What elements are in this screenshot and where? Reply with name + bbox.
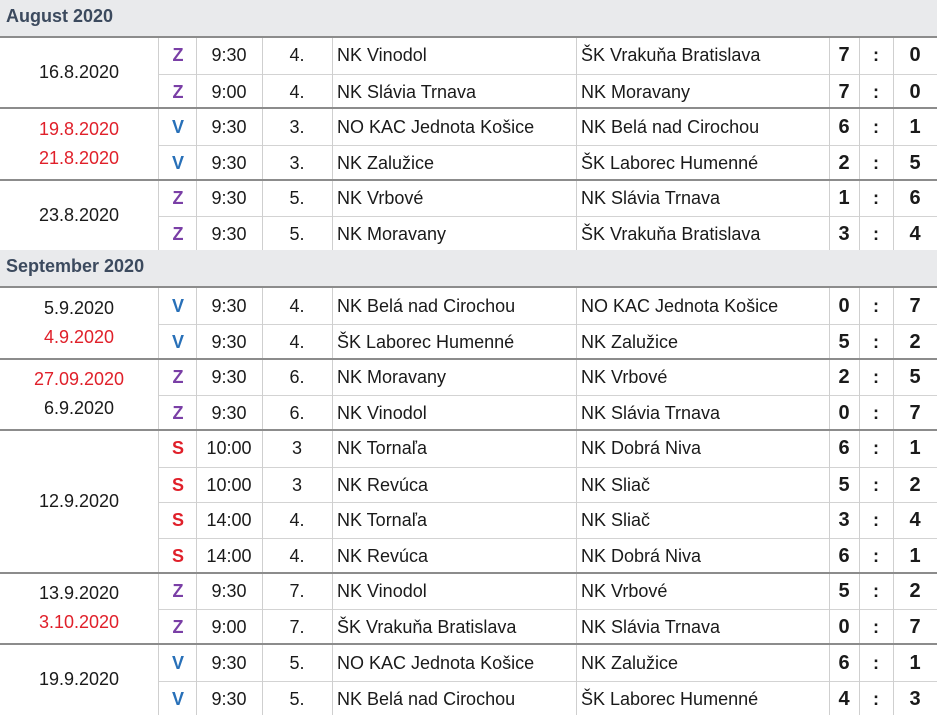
kickoff-time: 9:30 — [211, 224, 247, 245]
kickoff-time: 9:30 — [211, 188, 247, 209]
away-score: 6 — [909, 187, 921, 210]
score-separator: : — [873, 581, 879, 602]
match-type: S — [171, 510, 184, 531]
away-score: 7 — [909, 616, 921, 639]
home-score: 6 — [838, 115, 850, 138]
column-divider — [576, 431, 577, 572]
away-score: 0 — [909, 80, 921, 103]
column-divider — [576, 360, 577, 429]
round-number: 7. — [289, 581, 305, 602]
match-date: 12.9.2020 — [38, 490, 120, 511]
column-divider — [893, 645, 894, 714]
column-divider — [576, 109, 577, 178]
home-team: ŠK Vrakuňa Bratislava — [337, 617, 517, 638]
date-group — [0, 643, 937, 714]
round-number: 7. — [289, 617, 305, 638]
match-dates — [0, 288, 158, 357]
round-number: 5. — [289, 224, 305, 245]
score-separator: : — [873, 366, 879, 387]
away-score: 0 — [909, 44, 921, 67]
column-divider — [158, 181, 159, 250]
away-score: 7 — [909, 294, 921, 317]
column-divider — [332, 288, 333, 357]
score-separator: : — [873, 188, 879, 209]
column-divider — [196, 645, 197, 714]
home-score: 6 — [838, 544, 850, 567]
match-row — [158, 431, 937, 467]
match-row — [158, 574, 937, 610]
kickoff-time: 9:30 — [211, 652, 247, 673]
match-dates — [0, 431, 158, 572]
match-date: 3.10.2020 — [38, 612, 120, 633]
home-team: NK Belá nad Cirochou — [337, 295, 516, 316]
column-divider — [332, 645, 333, 714]
score-separator: : — [873, 652, 879, 673]
home-score: 3 — [838, 509, 850, 532]
column-divider — [893, 431, 894, 572]
match-row — [158, 324, 937, 360]
away-team: ŠK Vrakuňa Bratislava — [581, 224, 761, 245]
column-divider — [859, 181, 860, 250]
round-number: 4. — [289, 81, 305, 102]
home-score: 4 — [838, 687, 850, 710]
match-dates — [0, 181, 158, 250]
home-team: NK Zalužice — [337, 152, 435, 173]
home-score: 0 — [838, 294, 850, 317]
home-score: 0 — [838, 402, 850, 425]
match-type: Z — [172, 403, 184, 424]
round-number: 4. — [289, 45, 305, 66]
away-team: NK Slávia Trnava — [581, 188, 721, 209]
home-score: 5 — [838, 473, 850, 496]
home-score: 6 — [838, 437, 850, 460]
home-score: 3 — [838, 223, 850, 246]
kickoff-time: 9:30 — [211, 331, 247, 352]
away-team: NK Slávia Trnava — [581, 403, 721, 424]
column-divider — [158, 645, 159, 714]
match-type: V — [171, 331, 184, 352]
round-number: 5. — [289, 652, 305, 673]
month-title: September 2020 — [6, 256, 145, 277]
column-divider — [859, 288, 860, 357]
match-dates — [0, 38, 158, 107]
round-number: 3 — [291, 474, 302, 495]
away-score: 5 — [909, 365, 921, 388]
away-team: NK Slávia Trnava — [581, 617, 721, 638]
column-divider — [576, 574, 577, 643]
column-divider — [576, 181, 577, 250]
column-divider — [262, 109, 263, 178]
score-separator: : — [873, 510, 879, 531]
column-divider — [262, 431, 263, 572]
round-number: 3. — [289, 152, 305, 173]
column-divider — [262, 360, 263, 429]
away-score: 5 — [909, 151, 921, 174]
kickoff-time: 9:30 — [211, 116, 247, 137]
column-divider — [196, 109, 197, 178]
away-team: NK Zalužice — [581, 652, 679, 673]
away-score: 1 — [909, 115, 921, 138]
away-team: NK Sliač — [581, 510, 651, 531]
kickoff-time: 9:30 — [211, 152, 247, 173]
score-separator: : — [873, 617, 879, 638]
score-separator: : — [873, 45, 879, 66]
match-row — [158, 645, 937, 681]
column-divider — [576, 288, 577, 357]
column-divider — [196, 360, 197, 429]
match-row — [158, 288, 937, 324]
match-dates — [0, 360, 158, 429]
date-group — [0, 286, 937, 357]
match-type: V — [171, 152, 184, 173]
match-date: 5.9.2020 — [43, 297, 115, 318]
column-divider — [859, 109, 860, 178]
column-divider — [196, 38, 197, 107]
kickoff-time: 9:00 — [211, 617, 247, 638]
round-number: 4. — [289, 545, 305, 566]
match-date: 13.9.2020 — [38, 583, 120, 604]
column-divider — [196, 431, 197, 572]
column-divider — [332, 181, 333, 250]
month-header — [0, 250, 937, 286]
column-divider — [893, 574, 894, 643]
round-number: 6. — [289, 403, 305, 424]
home-team: NK Moravany — [337, 224, 447, 245]
score-separator: : — [873, 688, 879, 709]
column-divider — [332, 38, 333, 107]
column-divider — [829, 181, 830, 250]
match-row — [158, 216, 937, 252]
match-dates — [0, 574, 158, 643]
kickoff-time: 9:30 — [211, 366, 247, 387]
home-score: 1 — [838, 187, 850, 210]
match-type: Z — [172, 188, 184, 209]
away-team: NK Moravany — [581, 81, 691, 102]
column-divider — [859, 574, 860, 643]
score-separator: : — [873, 545, 879, 566]
score-separator: : — [873, 81, 879, 102]
home-score: 5 — [838, 330, 850, 353]
column-divider — [158, 38, 159, 107]
kickoff-time: 9:00 — [211, 81, 247, 102]
column-divider — [859, 38, 860, 107]
away-score: 1 — [909, 651, 921, 674]
date-group — [0, 179, 937, 250]
kickoff-time: 9:30 — [211, 688, 247, 709]
kickoff-time: 10:00 — [206, 474, 252, 495]
home-team: NK Vinodol — [337, 581, 427, 602]
home-team: NK Slávia Trnava — [337, 81, 477, 102]
away-team: NK Dobrá Niva — [581, 438, 702, 459]
home-team: NK Moravany — [337, 366, 447, 387]
home-team: NK Vinodol — [337, 403, 427, 424]
match-row — [158, 145, 937, 181]
round-number: 4. — [289, 510, 305, 531]
month-title: August 2020 — [6, 6, 114, 26]
date-group — [0, 36, 937, 107]
column-divider — [859, 645, 860, 714]
round-number: 4. — [289, 295, 305, 316]
date-group — [0, 107, 937, 178]
match-row — [158, 360, 937, 396]
column-divider — [262, 574, 263, 643]
away-team: ŠK Vrakuňa Bratislava — [581, 45, 761, 66]
match-type: V — [171, 688, 184, 709]
kickoff-time: 9:30 — [211, 403, 247, 424]
match-row — [158, 74, 937, 110]
home-team: NK Vinodol — [337, 45, 427, 66]
round-number: 4. — [289, 331, 305, 352]
away-score: 2 — [909, 580, 921, 603]
kickoff-time: 9:30 — [211, 45, 247, 66]
column-divider — [829, 360, 830, 429]
match-date: 27.09.2020 — [33, 369, 125, 390]
away-team: NK Zalužice — [581, 331, 679, 352]
column-divider — [332, 360, 333, 429]
away-team: NK Belá nad Cirochou — [581, 116, 760, 137]
match-date: 19.9.2020 — [38, 669, 120, 690]
column-divider — [332, 431, 333, 572]
home-team: NK Belá nad Cirochou — [337, 688, 516, 709]
home-team: NK Revúca — [337, 545, 429, 566]
kickoff-time: 10:00 — [206, 438, 252, 459]
column-divider — [829, 288, 830, 357]
match-date: 16.8.2020 — [38, 62, 120, 83]
column-divider — [262, 288, 263, 357]
match-row — [158, 109, 937, 145]
match-row — [158, 181, 937, 217]
match-row — [158, 467, 937, 503]
column-divider — [332, 574, 333, 643]
away-score: 3 — [909, 687, 921, 710]
round-number: 6. — [289, 366, 305, 387]
match-type: Z — [172, 224, 184, 245]
month-header — [0, 0, 937, 36]
round-number: 3 — [291, 438, 302, 459]
score-separator: : — [873, 474, 879, 495]
home-team: NK Revúca — [337, 474, 429, 495]
column-divider — [262, 38, 263, 107]
match-row — [158, 395, 937, 431]
match-date: 19.8.2020 — [38, 119, 120, 140]
column-divider — [893, 181, 894, 250]
away-score: 2 — [909, 473, 921, 496]
match-type: S — [171, 545, 184, 566]
match-type: V — [171, 116, 184, 137]
home-team: NK Tornaľa — [337, 510, 427, 531]
match-type: Z — [172, 366, 184, 387]
score-separator: : — [873, 403, 879, 424]
home-score: 6 — [838, 651, 850, 674]
column-divider — [576, 38, 577, 107]
match-type: Z — [172, 45, 184, 66]
score-separator: : — [873, 331, 879, 352]
match-row — [158, 502, 937, 538]
column-divider — [829, 109, 830, 178]
column-divider — [332, 109, 333, 178]
score-separator: : — [873, 438, 879, 459]
home-score: 0 — [838, 616, 850, 639]
column-divider — [196, 574, 197, 643]
away-score: 4 — [909, 223, 921, 246]
column-divider — [893, 38, 894, 107]
away-score: 4 — [909, 509, 921, 532]
match-row — [158, 681, 937, 717]
column-divider — [893, 360, 894, 429]
match-type: S — [171, 438, 184, 459]
match-row — [158, 609, 937, 645]
kickoff-time: 14:00 — [206, 510, 252, 531]
match-row — [158, 538, 937, 574]
match-date: 21.8.2020 — [38, 148, 120, 169]
date-group — [0, 358, 937, 429]
date-group — [0, 429, 937, 572]
home-score: 2 — [838, 365, 850, 388]
match-date: 6.9.2020 — [43, 398, 115, 419]
match-type: V — [171, 652, 184, 673]
home-team: NO KAC Jednota Košice — [337, 116, 535, 137]
kickoff-time: 9:30 — [211, 295, 247, 316]
column-divider — [859, 431, 860, 572]
match-dates — [0, 109, 158, 178]
away-score: 2 — [909, 330, 921, 353]
score-separator: : — [873, 295, 879, 316]
column-divider — [158, 288, 159, 357]
match-date: 23.8.2020 — [38, 204, 120, 225]
column-divider — [196, 181, 197, 250]
column-divider — [158, 574, 159, 643]
away-team: NK Sliač — [581, 474, 651, 495]
match-type: Z — [172, 81, 184, 102]
column-divider — [829, 431, 830, 572]
match-dates — [0, 645, 158, 714]
score-separator: : — [873, 224, 879, 245]
column-divider — [893, 109, 894, 178]
score-separator: : — [873, 116, 879, 137]
score-separator: : — [873, 152, 879, 173]
column-divider — [196, 288, 197, 357]
column-divider — [829, 38, 830, 107]
match-type: S — [171, 474, 184, 495]
round-number: 5. — [289, 188, 305, 209]
home-score: 5 — [838, 580, 850, 603]
match-type: Z — [172, 617, 184, 638]
column-divider — [158, 360, 159, 429]
column-divider — [829, 645, 830, 714]
column-divider — [829, 574, 830, 643]
home-team: ŠK Laborec Humenné — [337, 331, 515, 352]
home-score: 7 — [838, 44, 850, 67]
away-team: NO KAC Jednota Košice — [581, 295, 779, 316]
match-type: V — [171, 295, 184, 316]
away-team: ŠK Laborec Humenné — [581, 152, 759, 173]
column-divider — [158, 431, 159, 572]
home-score: 7 — [838, 80, 850, 103]
away-team: NK Vrbové — [581, 581, 668, 602]
column-divider — [158, 109, 159, 178]
column-divider — [893, 288, 894, 357]
home-team: NO KAC Jednota Košice — [337, 652, 535, 673]
column-divider — [262, 645, 263, 714]
away-team: ŠK Laborec Humenné — [581, 688, 759, 709]
column-divider — [576, 645, 577, 714]
date-group — [0, 572, 937, 643]
away-team: NK Vrbové — [581, 366, 668, 387]
kickoff-time: 9:30 — [211, 581, 247, 602]
column-divider — [859, 360, 860, 429]
away-team: NK Dobrá Niva — [581, 545, 702, 566]
kickoff-time: 14:00 — [206, 545, 252, 566]
home-team: NK Vrbové — [337, 188, 424, 209]
home-score: 2 — [838, 151, 850, 174]
match-date: 4.9.2020 — [43, 326, 115, 347]
match-row — [158, 38, 937, 74]
round-number: 3. — [289, 116, 305, 137]
match-type: Z — [172, 581, 184, 602]
away-score: 7 — [909, 402, 921, 425]
round-number: 5. — [289, 688, 305, 709]
away-score: 1 — [909, 437, 921, 460]
column-divider — [262, 181, 263, 250]
home-team: NK Tornaľa — [337, 438, 427, 459]
away-score: 1 — [909, 544, 921, 567]
